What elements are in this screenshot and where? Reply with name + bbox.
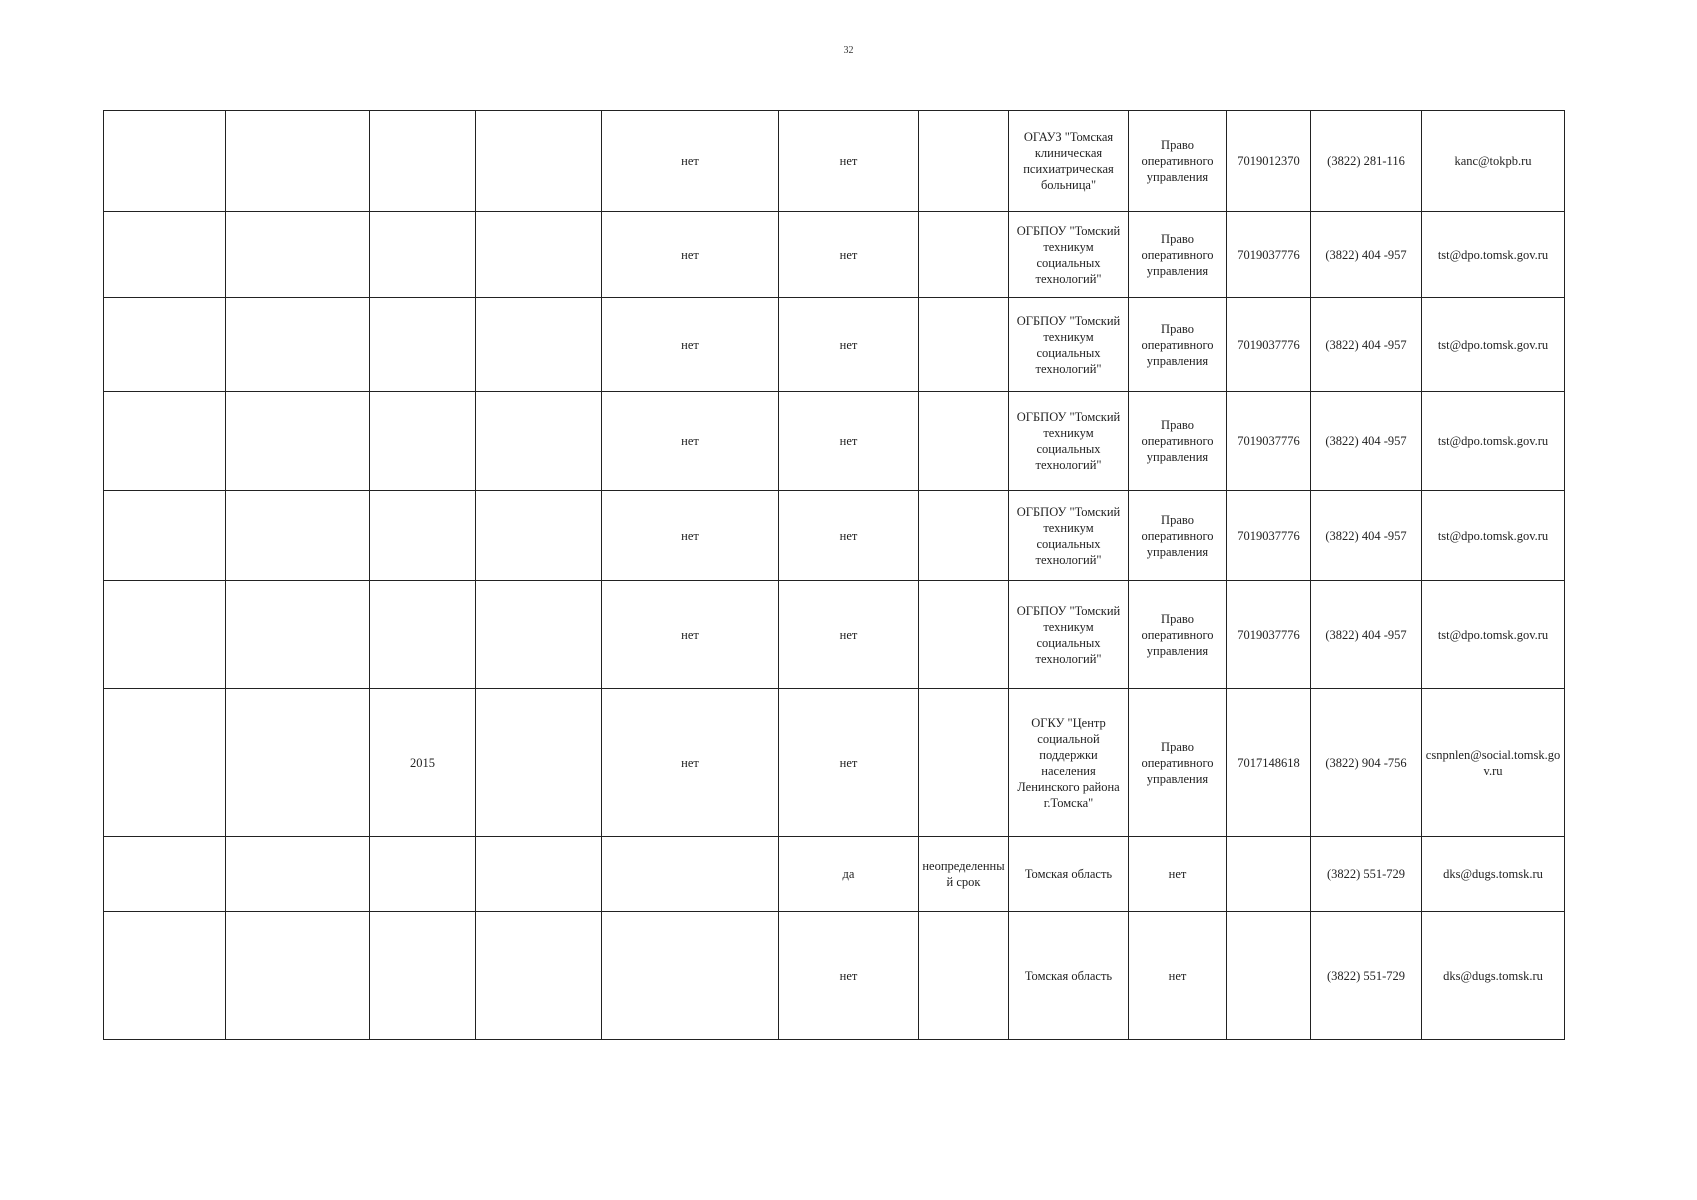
table-cell-col-term: неопределенный срок — [919, 837, 1009, 912]
table-cell-col-encumbrance: нет — [602, 491, 779, 581]
table-cell-col-inn — [1227, 912, 1311, 1040]
table-cell-col-term — [919, 912, 1009, 1040]
table-cell-col-term — [919, 689, 1009, 837]
table-cell-col-2 — [226, 912, 370, 1040]
table-cell-col-email: dks@dugs.tomsk.ru — [1422, 837, 1565, 912]
table-cell-col-holder: ОГБПОУ "Томский техникум социальных технологий" — [1009, 212, 1129, 298]
table-cell-col-holder: ОГАУЗ "Томская клиническая психиатрическая больница" — [1009, 111, 1129, 212]
table-cell-col-2 — [226, 298, 370, 392]
table-cell-col-phone: (3822) 551-729 — [1311, 912, 1422, 1040]
table-cell-col-phone: (3822) 404 -957 — [1311, 491, 1422, 581]
table-cell-col-year — [370, 298, 476, 392]
table-cell-col-holder: ОГБПОУ "Томский техникум социальных технологий" — [1009, 298, 1129, 392]
table-cell-col-inn: 7019037776 — [1227, 298, 1311, 392]
table-cell-col-phone: (3822) 551-729 — [1311, 837, 1422, 912]
table-cell-col-1 — [104, 298, 226, 392]
table-cell-col-right: Право оперативного управления — [1129, 212, 1227, 298]
table-cell-col-1 — [104, 491, 226, 581]
registry-table — [103, 110, 1565, 1040]
table-cell-col-email: kanc@tokpb.ru — [1422, 111, 1565, 212]
table-cell-col-term — [919, 298, 1009, 392]
table-cell-col-right: Право оперативного управления — [1129, 491, 1227, 581]
table-cell-col-term — [919, 581, 1009, 689]
table-cell-col-year — [370, 392, 476, 491]
table-cell-col-2 — [226, 392, 370, 491]
table-cell-col-term — [919, 491, 1009, 581]
table-cell-col-email: tst@dpo.tomsk.gov.ru — [1422, 581, 1565, 689]
table-cell-col-4 — [476, 837, 602, 912]
table-row — [104, 111, 1565, 212]
table-row — [104, 837, 1565, 912]
table-row — [104, 298, 1565, 392]
page-number: 32 — [843, 45, 854, 56]
table-cell-col-4 — [476, 689, 602, 837]
table-cell-col-right: нет — [1129, 912, 1227, 1040]
table-cell-col-1 — [104, 689, 226, 837]
table-cell-col-inn: 7019012370 — [1227, 111, 1311, 212]
table-cell-col-right: Право оперативного управления — [1129, 689, 1227, 837]
table-cell-col-1 — [104, 581, 226, 689]
table-cell-col-email: dks@dugs.tomsk.ru — [1422, 912, 1565, 1040]
table-cell-col-inn: 7019037776 — [1227, 491, 1311, 581]
table-cell-col-encumbrance: нет — [602, 212, 779, 298]
table-cell-col-term — [919, 212, 1009, 298]
table-cell-col-year — [370, 581, 476, 689]
table-cell-col-1 — [104, 392, 226, 491]
table-cell-col-inn — [1227, 837, 1311, 912]
table-cell-col-year — [370, 111, 476, 212]
table-cell-col-2 — [226, 111, 370, 212]
table-cell-col-email: tst@dpo.tomsk.gov.ru — [1422, 491, 1565, 581]
table-cell-col-holder: Томская область — [1009, 912, 1129, 1040]
table-cell-col-right: Право оперативного управления — [1129, 392, 1227, 491]
table-cell-col-2 — [226, 212, 370, 298]
table-cell-col-4 — [476, 581, 602, 689]
table-cell-col-encumbrance: нет — [602, 689, 779, 837]
table-cell-col-phone: (3822) 404 -957 — [1311, 298, 1422, 392]
table-cell-col-transfer: нет — [779, 689, 919, 837]
table-cell-col-encumbrance: нет — [602, 298, 779, 392]
table-row — [104, 491, 1565, 581]
table-cell-col-holder: ОГБПОУ "Томский техникум социальных технологий" — [1009, 491, 1129, 581]
table-cell-col-inn: 7019037776 — [1227, 212, 1311, 298]
table-cell-col-encumbrance — [602, 912, 779, 1040]
table-cell-col-phone: (3822) 404 -957 — [1311, 581, 1422, 689]
table-cell-col-encumbrance — [602, 837, 779, 912]
table-cell-col-inn: 7019037776 — [1227, 581, 1311, 689]
table-cell-col-4 — [476, 212, 602, 298]
table-cell-col-4 — [476, 491, 602, 581]
table-row — [104, 212, 1565, 298]
table-cell-col-term — [919, 111, 1009, 212]
table-cell-col-transfer: нет — [779, 912, 919, 1040]
table-cell-col-right: Право оперативного управления — [1129, 111, 1227, 212]
table-cell-col-inn: 7019037776 — [1227, 392, 1311, 491]
table-cell-col-right: Право оперативного управления — [1129, 298, 1227, 392]
table-cell-col-1 — [104, 837, 226, 912]
table-cell-col-inn: 7017148618 — [1227, 689, 1311, 837]
table-cell-col-encumbrance: нет — [602, 581, 779, 689]
table-row — [104, 912, 1565, 1040]
table-cell-col-year — [370, 912, 476, 1040]
table-cell-col-2 — [226, 689, 370, 837]
table-cell-col-email: csnpnlen@social.tomsk.gov.ru — [1422, 689, 1565, 837]
table-cell-col-encumbrance: нет — [602, 111, 779, 212]
table-cell-col-transfer: нет — [779, 491, 919, 581]
table-cell-col-phone: (3822) 404 -957 — [1311, 212, 1422, 298]
table-cell-col-transfer: нет — [779, 111, 919, 212]
table-cell-col-holder: Томская область — [1009, 837, 1129, 912]
table-cell-col-holder: ОГБПОУ "Томский техникум социальных технологий" — [1009, 581, 1129, 689]
table-cell-col-1 — [104, 111, 226, 212]
table-cell-col-transfer: нет — [779, 212, 919, 298]
table-cell-col-email: tst@dpo.tomsk.gov.ru — [1422, 212, 1565, 298]
table-cell-col-term — [919, 392, 1009, 491]
table-cell-col-1 — [104, 212, 226, 298]
table-cell-col-4 — [476, 912, 602, 1040]
table-cell-col-2 — [226, 837, 370, 912]
table-cell-col-4 — [476, 298, 602, 392]
table-cell-col-holder: ОГКУ "Центр социальной поддержки населения Ленинского района г.Томска" — [1009, 689, 1129, 837]
table-cell-col-2 — [226, 581, 370, 689]
table-cell-col-holder: ОГБПОУ "Томский техникум социальных технологий" — [1009, 392, 1129, 491]
table-cell-col-transfer: да — [779, 837, 919, 912]
table-cell-col-encumbrance: нет — [602, 392, 779, 491]
table-cell-col-phone: (3822) 904 -756 — [1311, 689, 1422, 837]
table-cell-col-year — [370, 837, 476, 912]
table-cell-col-4 — [476, 111, 602, 212]
table-cell-col-transfer: нет — [779, 392, 919, 491]
table-cell-col-email: tst@dpo.tomsk.gov.ru — [1422, 392, 1565, 491]
table-row — [104, 689, 1565, 837]
table-cell-col-phone: (3822) 404 -957 — [1311, 392, 1422, 491]
table-cell-col-right: Право оперативного управления — [1129, 581, 1227, 689]
table-row — [104, 581, 1565, 689]
table-row — [104, 392, 1565, 491]
table-cell-col-transfer: нет — [779, 581, 919, 689]
table-cell-col-right: нет — [1129, 837, 1227, 912]
table-cell-col-2 — [226, 491, 370, 581]
table-cell-col-4 — [476, 392, 602, 491]
table-cell-col-phone: (3822) 281-116 — [1311, 111, 1422, 212]
table-cell-col-year — [370, 212, 476, 298]
table-cell-col-transfer: нет — [779, 298, 919, 392]
table-cell-col-year — [370, 491, 476, 581]
table-cell-col-email: tst@dpo.tomsk.gov.ru — [1422, 298, 1565, 392]
table-cell-col-1 — [104, 912, 226, 1040]
table-cell-col-year: 2015 — [370, 689, 476, 837]
